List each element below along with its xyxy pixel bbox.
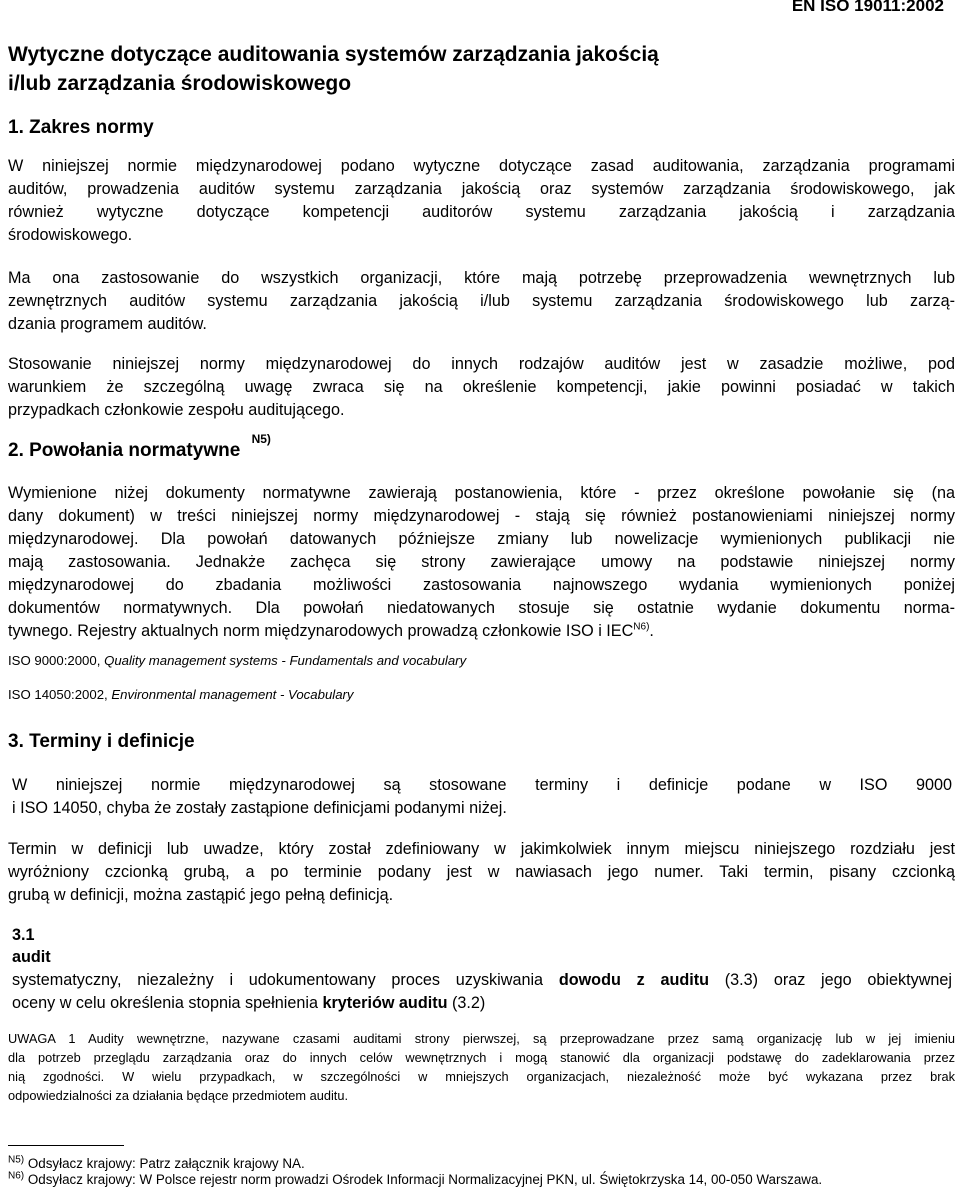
note-line: dla potrzeb przeglądu zarządzania oraz do innych celów wewnętrznych i mogą stanowić dla organizacji podstawę do zadeklarowania przez (8, 1050, 955, 1065)
section-2-heading-text: 2. Powołania normatywne (8, 440, 241, 461)
text-line: wyróżniony czcionką grubą, a po terminie podany jest w nawiasach jego numer. Taki termin, pisany czcionką (8, 863, 955, 881)
text-line: międzynarodowej do zbadania możliwości zastosowania najnowszego wydania wymienionych poniżej (8, 576, 955, 594)
text-fragment: systematyczny, niezależny i udokumentowany proces uzyskiwania (12, 971, 559, 989)
note-line: odpowiedzialności za działania będące przedmiotem auditu. (8, 1088, 349, 1103)
section-3-paragraph-1 (12, 774, 952, 820)
footnote-text: Odsyłacz krajowy: Patrz załącznik krajowy NA. (24, 1156, 305, 1171)
text-fragment: (3.3) oraz jego obiektywnej (709, 971, 953, 989)
term-definition (12, 969, 952, 1015)
text-fragment: (3.2) (447, 994, 486, 1012)
footnote-n5 (8, 1156, 305, 1172)
note-line: nią zgodności. W wielu przypadkach, w szczególności w mniejszych organizacjach, niezależność może być wykazana przez brak (8, 1069, 955, 1084)
term-number: 3.1 (12, 926, 35, 944)
footnote-ref-n5[interactable]: N5) (251, 431, 271, 446)
footnote-text: Odsyłacz krajowy: W Polsce rejestr norm prowadzi Ośrodek Informacji Normalizacyjnej PKN, ul. Świętokrzyska 14, 00-050 Warszawa. (24, 1172, 823, 1187)
term-name: audit (12, 948, 51, 966)
text-line: środowiskowego. (8, 226, 133, 244)
section-2-paragraph (8, 482, 955, 643)
text-line: dzania programem auditów. (8, 315, 207, 333)
text-line (12, 992, 952, 1015)
text-line: mają zastosowania. Jednakże zachęca się strony zawierające umowy na podstawie niniejszej normy (8, 553, 955, 571)
text-line: W niniejszej normie międzynarodowej podano wytyczne dotyczące zasad auditowania, zarządzania programami (8, 157, 955, 175)
text-fragment: tywnego. Rejestry aktualnych norm międzynarodowych prowadzą członkowie ISO i IEC (8, 622, 634, 640)
text-line: grubą w definicji, można zastąpić jego pełną definicją. (8, 886, 394, 904)
section-1-paragraph-2 (8, 267, 955, 336)
reference-title: Quality management systems - Fundamentals and vocabulary (104, 653, 467, 668)
title-line-1: Wytyczne dotyczące auditowania systemów zarządzania jakością (8, 43, 659, 66)
text-line: warunkiem że szczególną uwagę zwraca się na określenie kompetencji, jakie powinni posiadać w takich (8, 378, 955, 396)
text-line: W niniejszej normie międzynarodowej są stosowane terminy i definicje podane w ISO 9000 (12, 776, 952, 794)
text-line (12, 969, 952, 992)
section-1-paragraph-3 (8, 353, 955, 422)
section-1-paragraph-1 (8, 155, 955, 247)
note-line: UWAGA 1 Audity wewnętrzne, nazywane czasami auditami strony pierwszej, są przeprowadzane przez samą organizację lub w jej imieniu (8, 1031, 955, 1046)
note-1 (8, 1029, 955, 1105)
text-fragment: . (649, 622, 654, 640)
standard-id: EN ISO 19011:2002 (791, 0, 944, 15)
text-line: dany dokument) w treści niniejszej normy międzynarodowej - stają się również postanowieniami niniejszej normy (8, 507, 955, 525)
text-line: zewnętrznych auditów systemu zarządzania jakością i/lub systemu zarządzania środowiskowego lub zarzą- (8, 292, 955, 310)
text-line: Ma ona zastosowanie do wszystkich organizacji, które mają potrzebę przeprowadzenia wewnętrznych lub (8, 269, 955, 287)
text-line: międzynarodowej. Dla powołań datowanych późniejsze zmiany lub nowelizacje wymienionych publikacji nie (8, 530, 955, 548)
normative-reference-2 (8, 687, 354, 702)
footnote-ref-n6[interactable]: N6) (633, 621, 650, 633)
reference-code: ISO 9000:2000, (8, 653, 105, 668)
footnote-separator (8, 1145, 124, 1146)
footnote-mark: N6) (8, 1170, 25, 1182)
text-fragment: oceny w celu określenia stopnia spełnienia (12, 994, 323, 1012)
section-3-paragraph-2 (8, 838, 955, 907)
text-line: Wymienione niżej dokumenty normatywne zawierają postanowienia, które - przez określone powołanie się (na (8, 484, 955, 502)
footnote-n6 (8, 1172, 822, 1188)
section-3-heading: 3. Terminy i definicje (8, 731, 195, 752)
footnote-mark: N5) (8, 1154, 25, 1166)
title-line-2: i/lub zarządzania środowiskowego (8, 72, 352, 95)
reference-title: Environmental management - Vocabulary (111, 687, 354, 702)
term-reference-criteria[interactable]: kryteriów auditu (322, 994, 448, 1012)
section-2-heading (8, 431, 271, 462)
term-reference-evidence[interactable]: dowodu z auditu (558, 971, 710, 989)
document-title (8, 40, 908, 98)
text-line (8, 620, 955, 643)
section-1-heading: 1. Zakres normy (8, 117, 154, 138)
text-line: przypadkach członkowie zespołu auditującego. (8, 401, 345, 419)
text-line: Termin w definicji lub uwadze, który został zdefiniowany w jakimkolwiek innym miejscu niniejszego rozdziału jest (8, 840, 955, 858)
text-line: i ISO 14050, chyba że zostały zastąpione definicjami podanymi niżej. (12, 799, 507, 817)
text-line: auditów, prowadzenia auditów systemu zarządzania jakością oraz systemów zarządzania środowiskowego, jak (8, 180, 955, 198)
text-line: również wytyczne dotyczące kompetencji auditorów systemu zarządzania jakością i zarządzania (8, 203, 955, 221)
text-line: Stosowanie niniejszej normy międzynarodowej do innych rodzajów auditów jest w zasadzie możliwe, pod (8, 355, 955, 373)
normative-reference-1 (8, 653, 466, 668)
reference-code: ISO 14050:2002, (8, 687, 112, 702)
text-line: dokumentów normatywnych. Dla powołań niedatowanych stosuje się ostatnie wydanie dokumentu norma- (8, 599, 955, 617)
